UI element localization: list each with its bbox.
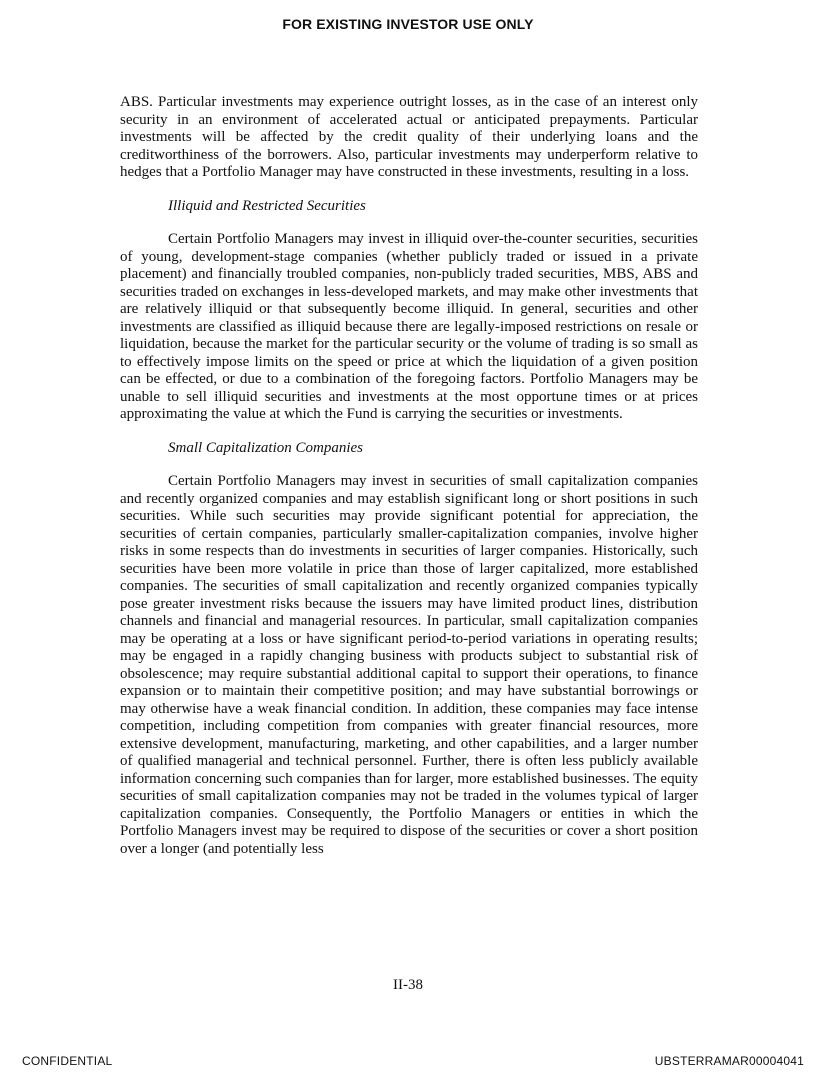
paragraph-small-capitalization: Certain Portfolio Managers may invest in securities of small capitalization companies and recently organized companies and may establish significant long or short positions in such securities. While such securities may provide significant potential for appreciation, the securities of certain companies, particularly smaller-capitalization companies, involve higher risks in some respects than do investments in securities of larger companies. Historically, such securities have been more volatile in price than those of larger capitalized, more established companies. The securities of small capitalization and recently organized companies typically pose greater investment risks because the issuers may have limited product lines, distribution channels and financial and managerial resources. In particular, small capitalization companies may be operating at a loss or have significant period-to-period variations in operating results; may be engaged in a rapidly changing business with products subject to substantial risk of obsolescence; may require substantial additional capital to support their operations, to finance expansion or to maintain their competitive position; and may have substantial borrowings or may otherwise have a weak financial condition. In addition, these companies may face intense competition, including competition from companies with greater financial resources, more extensive development, manufacturing, marketing, and other capabilities, and a larger number of qualified managerial and technical personnel. Further, there is often less publicly available information concerning such companies than for larger, more established businesses. The equity securities of small capitalization companies may not be traded in the volumes typical of larger capitalization companies. Consequently, the Portfolio Managers or entities in which the Portfolio Managers invest may be required to dispose of the securities or cover a short position over a longer (and potentially less — [120, 473, 698, 857]
paragraph-intro: ABS. Particular investments may experience outright losses, as in the case of an interest only security in an environment of accelerated actual or anticipated prepayments. Particular investments will be affected by the credit quality of their underlying loans and the creditworthiness of the borrowers. Also, particular investments may underperform relative to hedges that a Portfolio Manager may have constructed in these investments, resulting in a loss. — [120, 94, 698, 180]
page-number: II-38 — [393, 977, 423, 993]
confidential-label: CONFIDENTIAL — [22, 1054, 113, 1068]
document-body — [120, 94, 698, 874]
heading-illiquid-securities: Illiquid and Restricted Securities — [168, 197, 366, 214]
heading-small-capitalization: Small Capitalization Companies — [168, 439, 364, 456]
paragraph-illiquid-securities: Certain Portfolio Managers may invest in illiquid over-the-counter securities, securities of young, development-stage companies (whether publicly traded or issued in a private placement) and financially troubled companies, non-publicly traded securities, MBS, ABS and securities traded on exchanges in less-developed markets, and may make other investments that are relatively illiquid or that subsequently become illiquid. In general, securities and other investments are classified as illiquid because there are legally-imposed restrictions on resale or liquidation, because the market for the particular security or the volume of trading is so small as to effectively impose limits on the speed or price at which the liquidation of a given position can be effected, or due to a combination of the foregoing factors. Portfolio Managers may be unable to sell illiquid securities and investments at the most opportune times or at prices approximating the value at which the Fund is carrying the securities or investments. — [120, 231, 698, 422]
document-header: FOR EXISTING INVESTOR USE ONLY — [282, 16, 534, 32]
bates-number: UBSTERRAMAR00004041 — [654, 1054, 804, 1068]
